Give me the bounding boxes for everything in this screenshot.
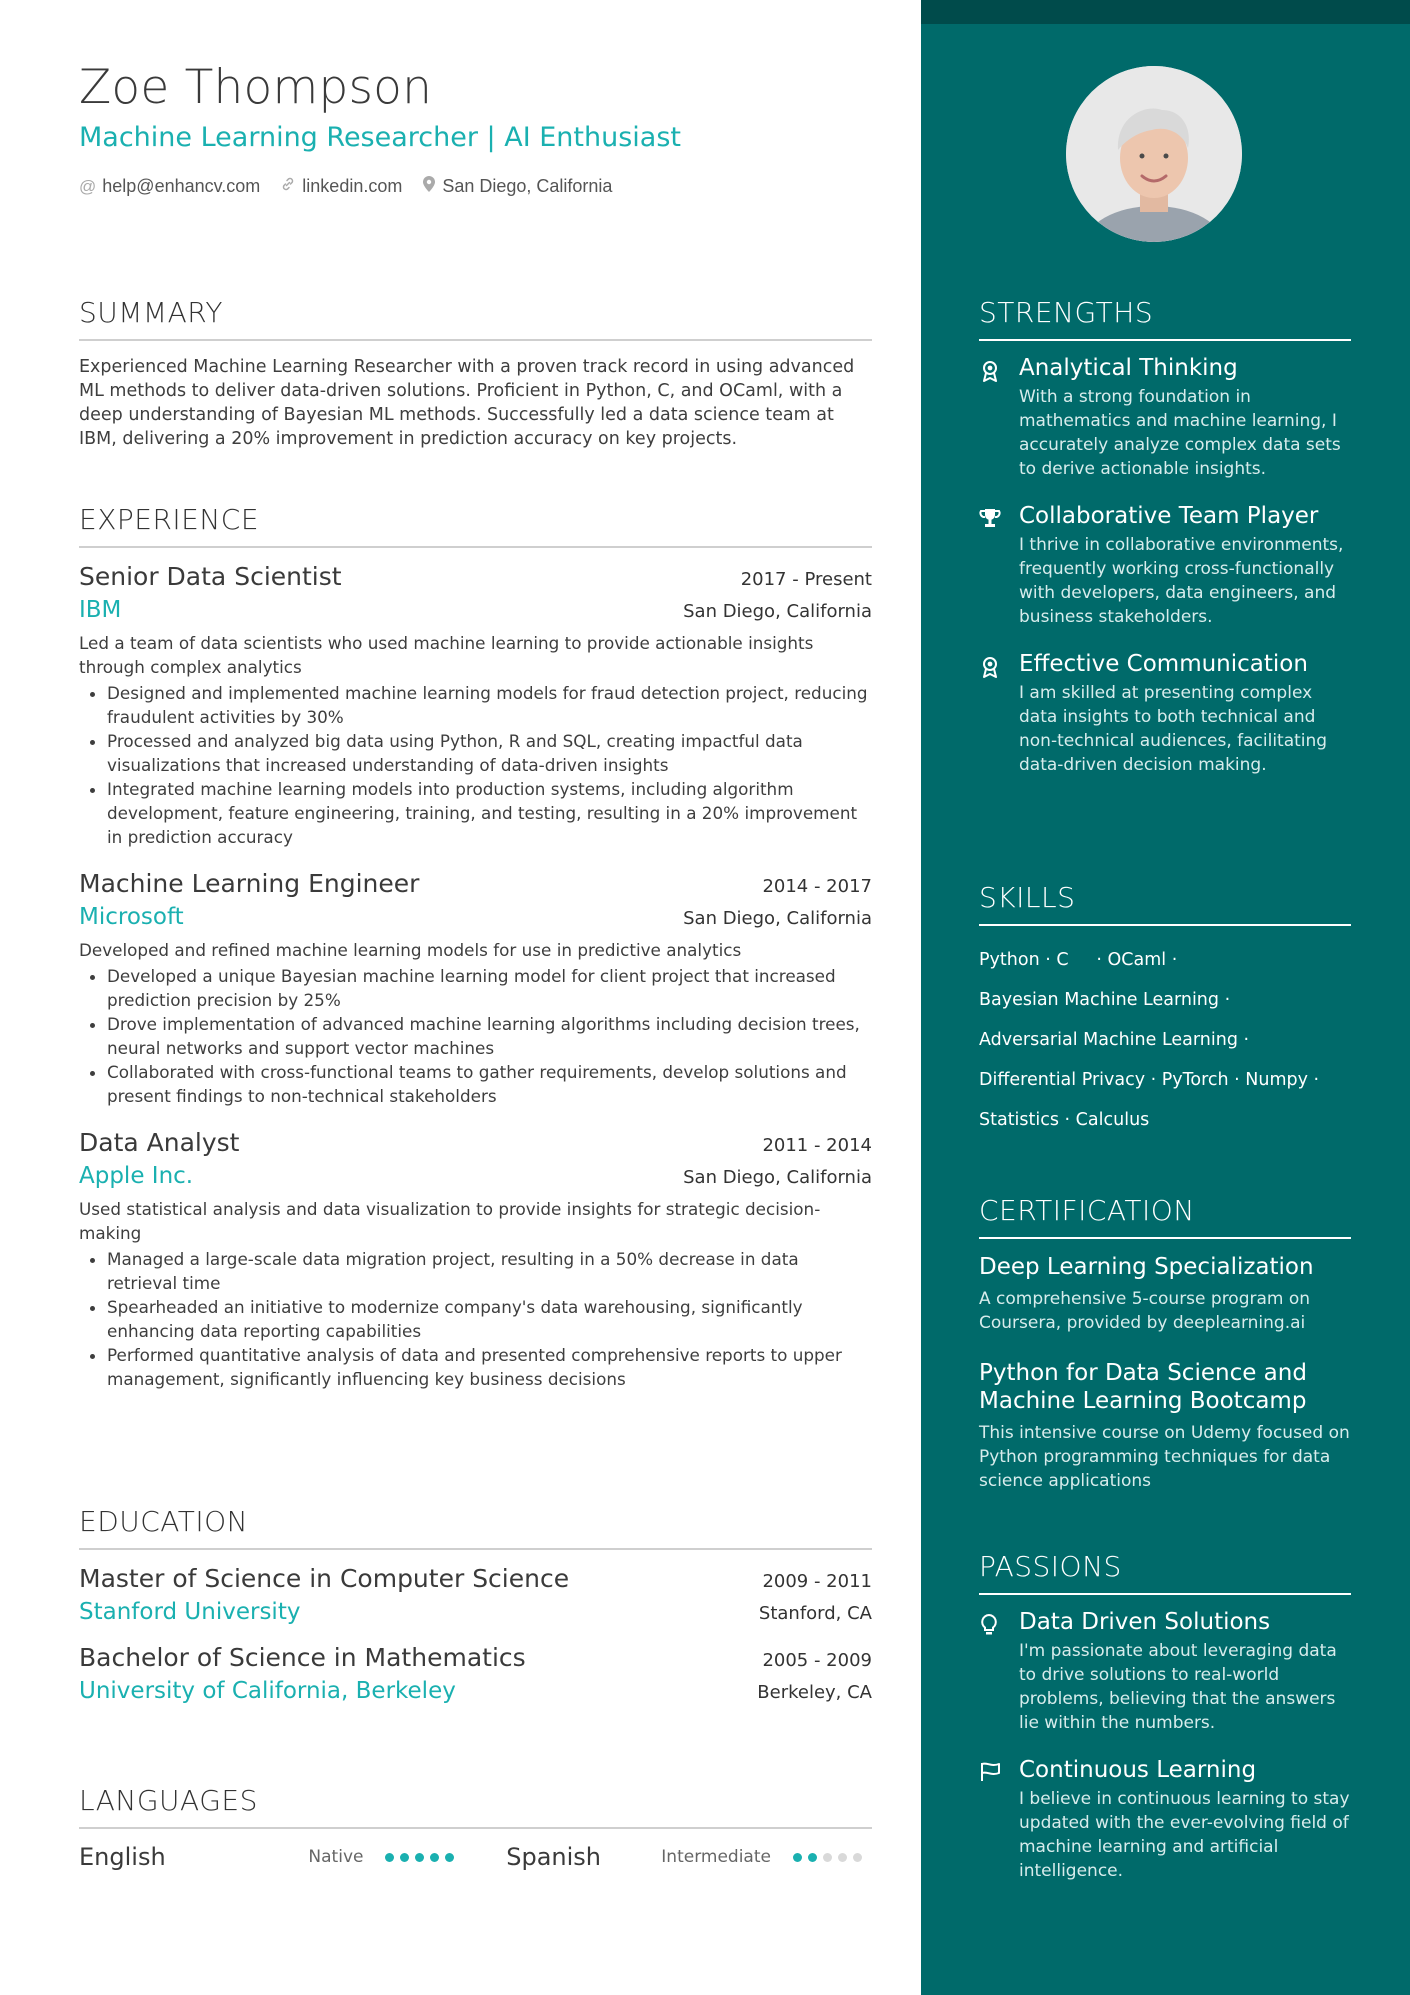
job-bullet: • Processed and analyzed big data using Python, R and SQL, creating impactful data visualizations that increased understanding of data-driven insights: [107, 729, 872, 777]
proficiency-dot-filled: [400, 1853, 409, 1862]
strength-description: I thrive in collaborative environments, frequently working cross-functionally with developers, data engineers, and business stakeholders.: [1019, 535, 1344, 627]
language-level: Native: [308, 1847, 364, 1867]
language-name: English: [79, 1843, 166, 1871]
job-description: Developed and refined machine learning models for use in predictive analytics: [79, 940, 742, 960]
strengths-heading: STRENGTHS: [979, 296, 1351, 341]
sidebar-top-band: [921, 0, 1410, 24]
education-location: Stanford, CA: [758, 1603, 872, 1624]
trophy-icon: [979, 503, 1019, 629]
job-role: Data Analyst: [79, 1128, 240, 1157]
summary-text: Experienced Machine Learning Researcher with a proven track record in using advanced ML methods to deliver data-driven solutions. Proficient in Python, C, and OCaml, with a deep understanding of Bayesian ML methods. Successfully led a data science team at IBM, delivering a 20% improvement in prediction accuracy on key projects.: [79, 357, 855, 449]
job-entry: [79, 869, 872, 1108]
proficiency-dot-empty: [838, 1853, 847, 1862]
education-date: 2005 - 2009: [762, 1650, 872, 1671]
contact-linkedin[interactable]: [280, 176, 402, 197]
education-heading: EDUCATION: [79, 1505, 872, 1550]
job-bullet: • Drove implementation of advanced machine learning algorithms including decision trees, neural networks and support vector machines: [107, 1012, 872, 1060]
education-entry: [79, 1564, 872, 1625]
passion-item: [979, 1609, 1351, 1735]
job-entry: [79, 1128, 872, 1391]
certification-title: Python for Data Science and Machine Learning Bootcamp: [979, 1360, 1307, 1414]
certification-description: A comprehensive 5-course program on Coursera, provided by deeplearning.ai: [979, 1289, 1311, 1333]
skills-line: Statistics · Calculus: [979, 1110, 1150, 1130]
strengths-section: [979, 296, 1351, 799]
passions-heading: PASSIONS: [979, 1550, 1351, 1595]
job-bullet: • Managed a large-scale data migration project, resulting in a 50% decrease in data retrieval time: [107, 1247, 872, 1295]
job-description: Used statistical analysis and data visualization to provide insights for strategic decision-making: [79, 1199, 821, 1243]
proficiency-dot-filled: [430, 1853, 439, 1862]
school: University of California, Berkeley: [79, 1678, 456, 1704]
job-date: 2017 - Present: [740, 569, 872, 590]
education-location: Berkeley, CA: [757, 1682, 872, 1703]
job-bullet: • Performed quantitative analysis of data and presented comprehensive reports to upper management, significantly influencing key business decisions: [107, 1343, 872, 1391]
job-bullet: • Integrated machine learning models into production systems, including algorithm development, feature engineering, training, and testing, resulting in a 20% improvement in prediction accuracy: [107, 777, 872, 849]
experience-heading: EXPERIENCE: [79, 503, 872, 548]
job-company: Microsoft: [79, 904, 184, 930]
proficiency-dot-empty: [823, 1853, 832, 1862]
job-date: 2014 - 2017: [762, 876, 872, 897]
job-company: Apple Inc.: [79, 1163, 194, 1189]
candidate-name: Zoe Thompson: [79, 60, 433, 115]
skills-heading: SKILLS: [979, 881, 1351, 926]
certification-title: Deep Learning Specialization: [979, 1254, 1314, 1280]
lightbulb-icon: [979, 1609, 1019, 1735]
strength-item: [979, 651, 1351, 777]
skills-section: [979, 881, 1351, 1140]
education-date: 2009 - 2011: [762, 1571, 872, 1592]
proficiency-dot-empty: [853, 1853, 862, 1862]
job-bullet: • Collaborated with cross-functional teams to gather requirements, develop solutions and present findings to non-technical stakeholders: [107, 1060, 872, 1108]
skills-line: Python · C · OCaml ·: [979, 950, 1178, 970]
job-description: Led a team of data scientists who used machine learning to provide actionable insights through complex analytics: [79, 633, 814, 677]
at-icon: @: [79, 176, 97, 196]
passion-description: I believe in continuous learning to stay updated with the ever-evolving field of machine learning and artificial intelligence.: [1019, 1789, 1350, 1881]
education-entry: [79, 1643, 872, 1704]
language-level: Intermediate: [661, 1847, 771, 1867]
email-text: help@enhancv.com: [102, 176, 261, 196]
job-date: 2011 - 2014: [762, 1135, 872, 1156]
degree: Master of Science in Computer Science: [79, 1564, 570, 1593]
experience-section: [79, 503, 872, 1411]
summary-section: [79, 296, 872, 451]
strength-description: With a strong foundation in mathematics and machine learning, I accurately analyze complex data sets to derive actionable insights.: [1019, 387, 1341, 479]
award-icon: [979, 651, 1019, 777]
award-icon: [979, 355, 1019, 481]
contact-bar: [79, 175, 612, 198]
job-bullet: • Spearheaded an initiative to modernize company's data warehousing, significantly enhancing data reporting capabilities: [107, 1295, 872, 1343]
job-bullets: [79, 964, 872, 1108]
languages-section: [79, 1784, 872, 1871]
passion-title: Continuous Learning: [1019, 1757, 1257, 1783]
passion-item: [979, 1757, 1351, 1883]
job-bullet: • Developed a unique Bayesian machine learning model for client project that increased prediction precision by 25%: [107, 964, 872, 1012]
linkedin-text: linkedin.com: [302, 176, 403, 196]
strength-item: [979, 503, 1351, 629]
job-location: San Diego, California: [683, 1167, 872, 1188]
summary-heading: SUMMARY: [79, 296, 872, 341]
job-role: Machine Learning Engineer: [79, 869, 420, 898]
candidate-title: Machine Learning Researcher | AI Enthusiast: [79, 122, 681, 153]
proficiency-dot-filled: [793, 1853, 802, 1862]
contact-email[interactable]: [79, 176, 260, 197]
passions-section: [979, 1550, 1351, 1905]
certification-description: This intensive course on Udemy focused on Python programming techniques for data science applications: [979, 1423, 1350, 1491]
proficiency-dot-filled: [445, 1853, 454, 1862]
languages-heading: LANGUAGES: [79, 1784, 872, 1829]
job-location: San Diego, California: [683, 908, 872, 929]
avatar: [1066, 66, 1242, 242]
languages-row: [79, 1843, 872, 1871]
certification-section: [979, 1194, 1351, 1517]
skills-line: Adversarial Machine Learning ·: [979, 1030, 1250, 1050]
job-company: IBM: [79, 597, 122, 623]
flag-icon: [979, 1757, 1019, 1883]
link-icon: [280, 176, 296, 197]
job-bullets: [79, 1247, 872, 1391]
location-text: San Diego, California: [442, 176, 613, 196]
proficiency-dot-filled: [415, 1853, 424, 1862]
skills-list: [979, 940, 1351, 1140]
skills-line: Differential Privacy · PyTorch · Numpy ·: [979, 1070, 1320, 1090]
sidebar: [921, 0, 1410, 1995]
skills-line: Bayesian Machine Learning ·: [979, 990, 1231, 1010]
strength-title: Analytical Thinking: [1019, 355, 1238, 381]
passion-title: Data Driven Solutions: [1019, 1609, 1271, 1635]
proficiency-dot-filled: [808, 1853, 817, 1862]
job-role: Senior Data Scientist: [79, 562, 342, 591]
job-location: San Diego, California: [683, 601, 872, 622]
strength-item: [979, 355, 1351, 481]
job-bullets: [79, 681, 872, 849]
school: Stanford University: [79, 1599, 301, 1625]
language-name: Spanish: [506, 1843, 602, 1871]
location-pin-icon: [422, 175, 436, 198]
job-entry: [79, 562, 872, 849]
contact-location: [422, 175, 612, 198]
strength-description: I am skilled at presenting complex data insights to both technical and non-technical audiences, facilitating data-driven decision making.: [1019, 683, 1328, 775]
education-section: [79, 1505, 872, 1722]
strength-title: Collaborative Team Player: [1019, 503, 1319, 529]
language-proficiency-dots: [385, 1853, 484, 1862]
certification-item: [979, 1359, 1351, 1493]
passion-description: I'm passionate about leveraging data to drive solutions to real-world problems, believing that the answers lie within the numbers.: [1019, 1641, 1337, 1733]
proficiency-dot-filled: [385, 1853, 394, 1862]
degree: Bachelor of Science in Mathematics: [79, 1643, 526, 1672]
certification-item: [979, 1253, 1351, 1335]
job-bullet: • Designed and implemented machine learning models for fraud detection project, reducing fraudulent activities by 30%: [107, 681, 872, 729]
language-proficiency-dots: [793, 1853, 872, 1862]
strength-title: Effective Communication: [1019, 651, 1308, 677]
certification-heading: CERTIFICATION: [979, 1194, 1351, 1239]
